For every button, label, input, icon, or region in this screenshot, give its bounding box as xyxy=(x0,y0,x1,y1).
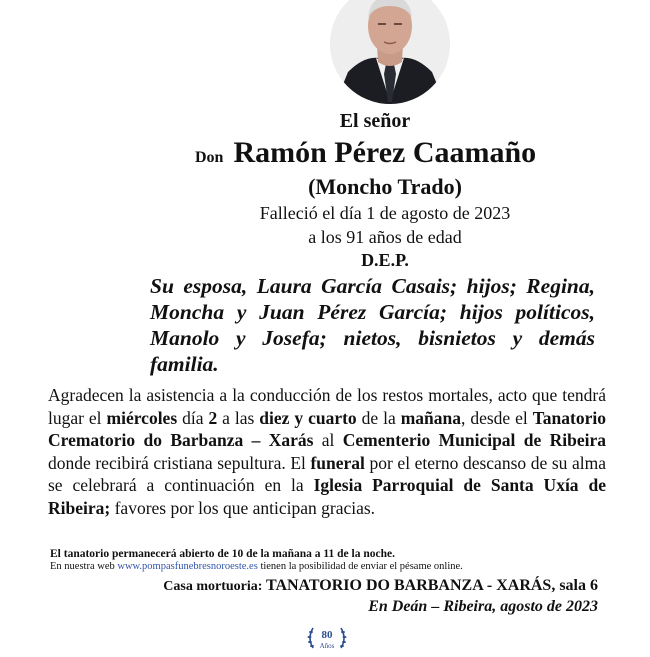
web-note-prefix: En nuestra web xyxy=(50,561,118,572)
body-funeral: funeral xyxy=(310,452,365,473)
body-church: Iglesia Parroquial de Santa Uxía de Ribeira; xyxy=(48,475,606,518)
logo-number: 80 xyxy=(321,629,333,641)
body-text: , desde el xyxy=(461,407,533,428)
website-link[interactable]: www.pompasfunebresnoroeste.es xyxy=(117,561,258,572)
portrait-photo xyxy=(330,0,450,104)
web-note xyxy=(50,561,463,572)
body-day: miércoles xyxy=(106,407,178,428)
body-text: a las xyxy=(217,407,260,428)
body-text: donde recibirá cristiana sepultura. El xyxy=(48,452,311,473)
logo-years: Años xyxy=(319,642,335,650)
body-text: favores por los que anticipan gracias. xyxy=(110,497,376,518)
body-origin: Tanatorio Crematorio do Barbanza – Xarás xyxy=(48,407,606,450)
body-date: 2 xyxy=(208,407,218,428)
place-date: En Deán – Ribeira, agosto de 2023 xyxy=(368,598,598,615)
body-time: diez y cuarto xyxy=(259,407,357,428)
body-period: mañana xyxy=(400,407,461,428)
age-at-death: a los 91 años de edad xyxy=(308,227,462,247)
body-text: Agradecen la asistencia a la conducción de los restos mortales, acto que tendrá lugar el xyxy=(48,385,606,428)
mortuary-label: Casa mortuoria: xyxy=(163,579,266,594)
honorific: Don xyxy=(195,149,224,166)
salutation: El señor xyxy=(339,110,411,132)
mortuary-value: TANATORIO DO BARBANZA - XARÁS, sala 6 xyxy=(265,577,598,594)
deceased-name-line xyxy=(195,136,536,170)
body-cemetery: Cementerio Municipal de Ribeira xyxy=(342,430,606,450)
ceremony-details xyxy=(48,384,606,519)
family-list: Su esposa, Laura García Casais; hijos; Regina, Moncha y Juan Pérez García; hijos políticos, Manolo y Josefa; nietos, bisnietos y demás familia. xyxy=(150,274,595,376)
deceased-name: Ramón Pérez Caamaño xyxy=(233,136,537,169)
body-text: de la xyxy=(356,407,401,428)
rip-text: D.E.P. xyxy=(361,250,409,270)
opening-hours-note: El tanatorio permanecerá abierto de 10 de la mañana a 11 de la noche. xyxy=(50,548,395,560)
alias: (Moncho Trado) xyxy=(308,174,462,199)
mortuary-info xyxy=(163,577,598,595)
body-text: por el eterno descanso de su alma se celebrará a continuación en la xyxy=(48,452,606,495)
death-date: Falleció el día 1 de agosto de 2023 xyxy=(259,203,511,223)
body-text: al xyxy=(313,430,343,450)
body-text: día xyxy=(177,407,209,428)
web-note-suffix: tienen la posibilidad de enviar el pésame online. xyxy=(257,561,463,572)
anniversary-logo xyxy=(305,622,349,652)
